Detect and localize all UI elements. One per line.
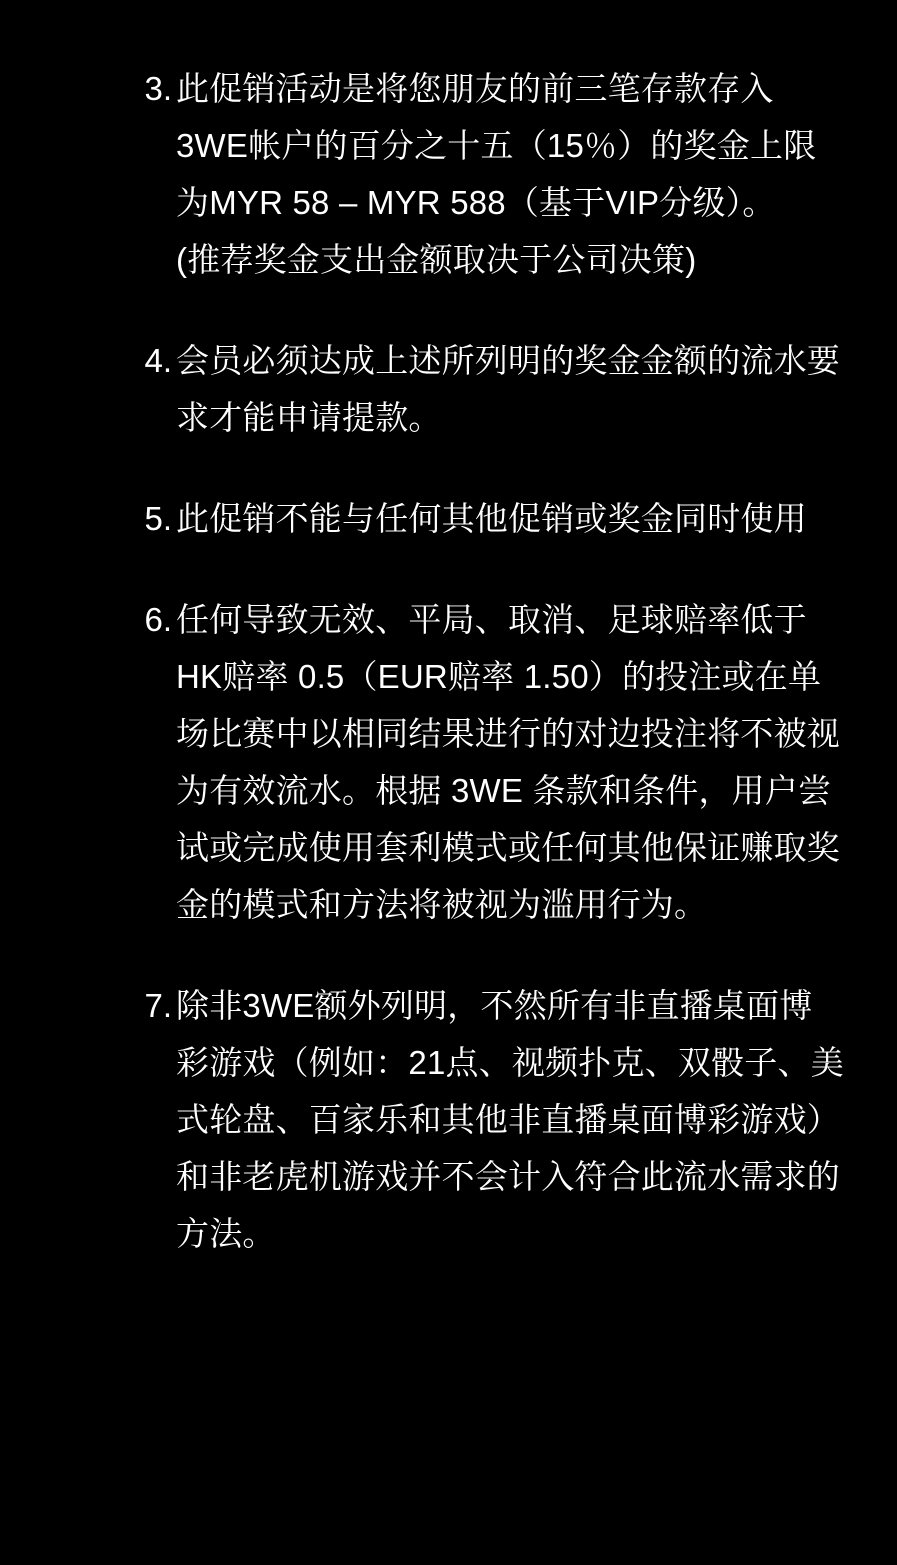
term-text	[176, 591, 845, 933]
term-number: 6.	[144, 601, 172, 638]
term-item-7	[128, 977, 845, 1262]
term-number: 3.	[144, 70, 172, 107]
term-number: 4.	[144, 342, 172, 379]
term-text-extra: (推荐奖金支出金额取决于公司决策)	[176, 241, 697, 278]
term-item-5	[128, 490, 845, 547]
term-text	[176, 977, 845, 1262]
term-text	[176, 60, 845, 288]
term-item-6	[128, 591, 845, 933]
terms-list	[128, 60, 845, 1262]
term-text	[176, 332, 845, 446]
term-text-main: 会员必须达成上述所列明的奖金金额的流水要求才能申请提款。	[176, 342, 840, 436]
term-text-main: 此促销活动是将您朋友的前三笔存款存入3WE帐户的百分之十五（15％）的奖金上限为MYR 58 – MYR 588（基于VIP分级）。	[176, 70, 817, 221]
term-item-3	[128, 60, 845, 288]
term-text	[176, 490, 845, 547]
term-text-main: 此促销不能与任何其他促销或奖金同时使用	[176, 500, 807, 537]
term-text-main: 除非3WE额外列明，不然所有非直播桌面博彩游戏（例如：21点、视频扑克、双骰子、美式轮盘、百家乐和其他非直播桌面博彩游戏）和非老虎机游戏并不会计入符合此流水需求的方法。	[176, 987, 844, 1252]
term-item-4	[128, 332, 845, 446]
term-text-main: 任何导致无效、平局、取消、足球赔率低于HK赔率 0.5（EUR赔率 1.50）的投注或在单场比赛中以相同结果进行的对边投注将不被视为有效流水。根据 3WE 条款和条件，用户尝试或完成使用套利模式或任何其他保证赚取奖金的模式和方法将被视为滥用行为。	[176, 601, 840, 923]
term-number: 7.	[144, 987, 172, 1024]
term-number: 5.	[144, 500, 172, 537]
